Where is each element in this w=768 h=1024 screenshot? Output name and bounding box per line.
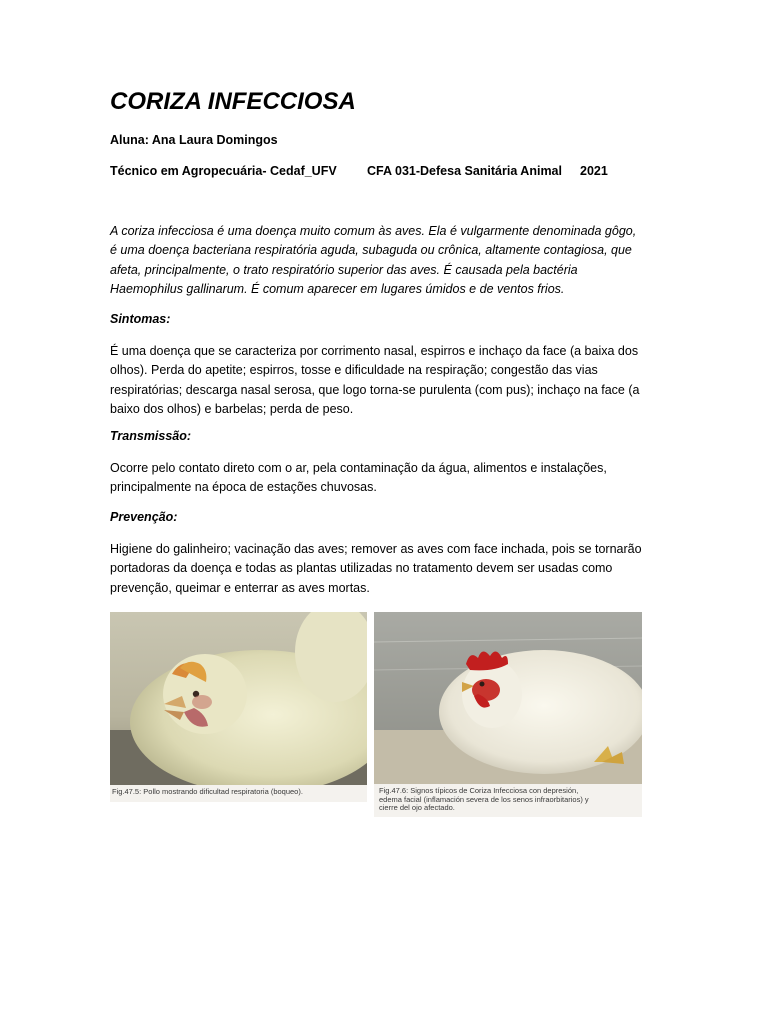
section-heading-prevencao: Prevenção: (110, 510, 178, 524)
sintomas-line: É uma doença que se caracteriza por corrimento nasal, espirros e inchaço da face (a baixa dos (110, 344, 639, 358)
transmissao-paragraph (110, 459, 650, 498)
intro-line: Haemophilus gallinarum. É comum aparecer em lugares úmidos e de ventos frios. (110, 282, 565, 297)
prevencao-line: Higiene do galinheiro; vacinação das aves; remover as aves com face inchada, pois se tornarão (110, 542, 642, 556)
prevencao-line: portadoras da doença e todas as plantas utilizadas no tratamento devem ser usadas como (110, 561, 613, 576)
section-heading-transmissao: Transmissão: (110, 429, 192, 443)
author-line: Aluna: Ana Laura Domingos (110, 133, 278, 147)
figure-caption-line: edema facial (inflamación severa de los senos infraorbitarios) y (379, 794, 589, 804)
intro-line: afeta, principalmente, o trato respiratório superior das aves. É causada pela bactéria (110, 262, 578, 277)
chicken-photo-illustration (110, 612, 367, 785)
document-title: CORIZA INFECCIOSA (110, 88, 356, 115)
section-heading-sintomas: Sintomas: (110, 312, 171, 326)
transmissao-line: Ocorre pelo contato direto com o ar, pela contaminação da água, alimentos e instalações, (110, 461, 607, 475)
figure-caption (374, 784, 642, 817)
prevencao-line: prevenção, queimar e enterrar as aves mortas. (110, 580, 370, 595)
sintomas-line: respiratórias; descarga nasal serosa, que logo torna-se purulenta (com pus); inchaço na face (a (110, 382, 640, 397)
course-discipline: CFA 031-Defesa Sanitária Animal (367, 164, 562, 178)
sintomas-paragraph (110, 342, 650, 420)
sintomas-line: olhos). Perda do apetite; espirros, tosse e dificuldade na respiração; congestão das vias (110, 363, 598, 378)
figure-caption: Fig.47.5: Pollo mostrando dificultad respiratoria (boqueo). (110, 785, 367, 802)
course-year: 2021 (580, 164, 608, 178)
figure-caption-line: cierre del ojo afectado. (379, 803, 455, 812)
prevencao-paragraph (110, 540, 650, 598)
intro-line: A coriza infecciosa é uma doença muito comum às aves. Ela é vulgarmente denominada gôgo, (110, 224, 637, 238)
figure-chicken-swollen-face (374, 612, 642, 817)
intro-paragraph (110, 222, 650, 300)
figure-caption-line: Fig.47.6: Signos típicos de Coriza Infecciosa con depresión, (379, 786, 579, 795)
sintomas-line: baixo dos olhos) e barbelas; perda de peso. (110, 402, 354, 417)
figure-chicken-breathing-difficulty (110, 612, 367, 802)
intro-line: é uma doença bacteriana respiratória aguda, subaguda ou crônica, altamente contagiosa, que (110, 243, 632, 258)
transmissao-line: principalmente na época de estações chuvosas. (110, 480, 377, 495)
chicken-photo-illustration (374, 612, 642, 784)
course-program: Técnico em Agropecuária- Cedaf_UFV (110, 164, 337, 178)
